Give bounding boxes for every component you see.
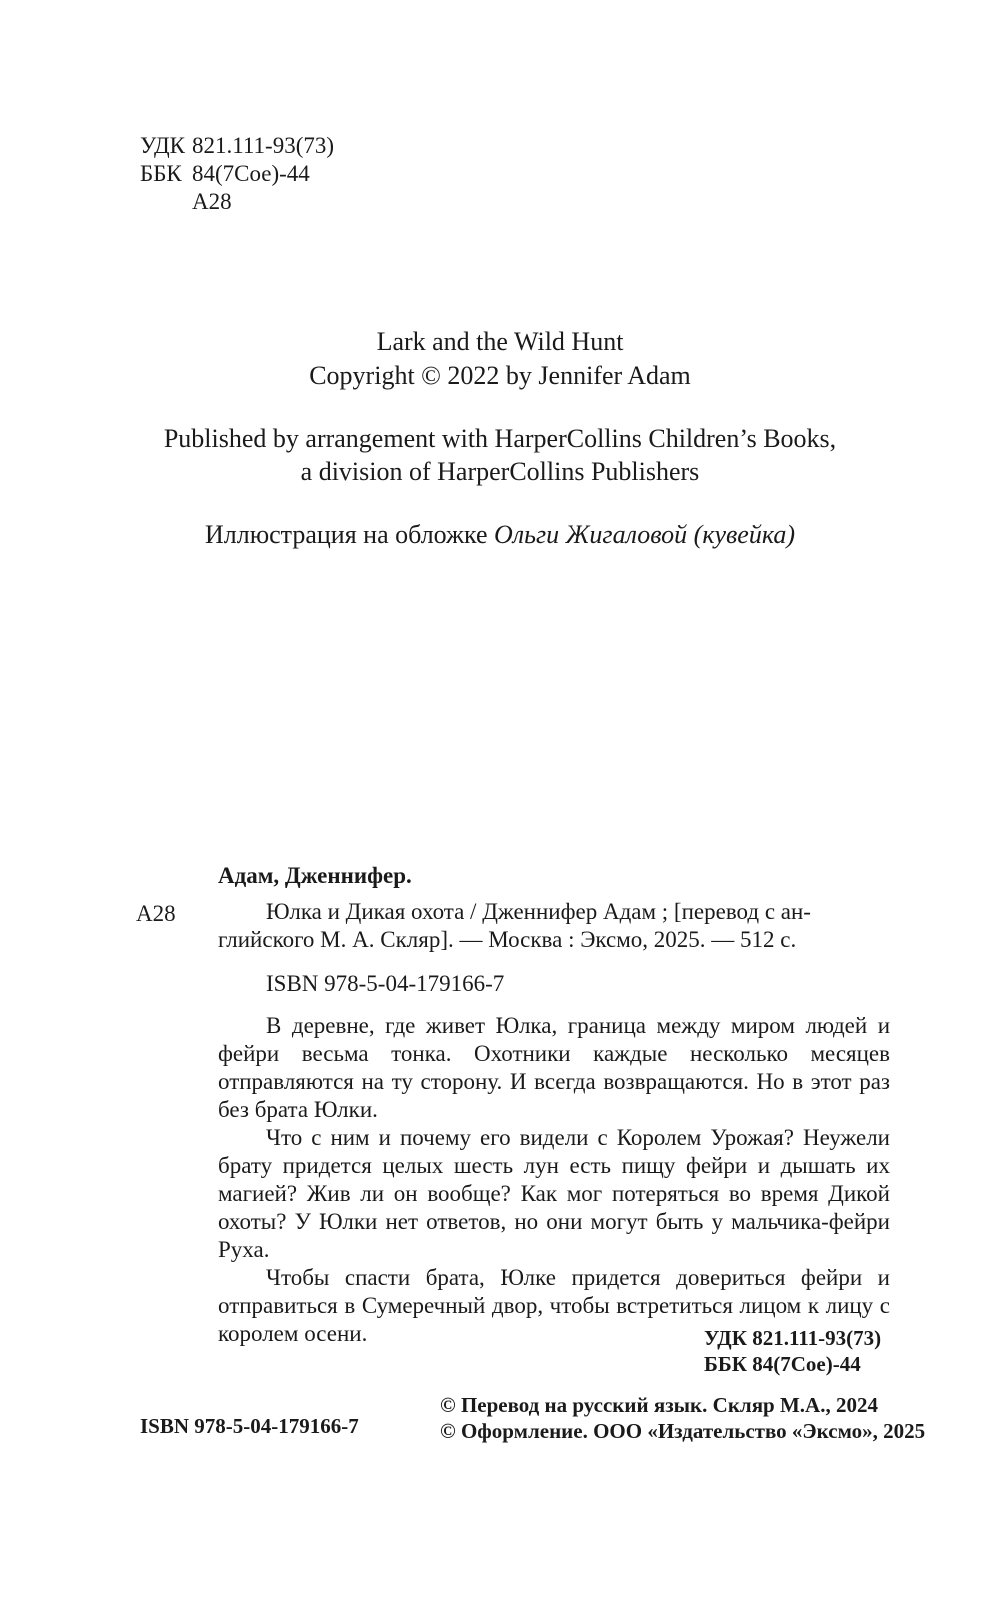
card-bib-line-2: глийского М. А. Скляр]. — Москва : Эксмо, 2025. — 512 с. xyxy=(218,927,797,952)
top-author-mark-row xyxy=(140,188,334,216)
card-isbn: ISBN 978-5-04-179166-7 xyxy=(266,971,505,996)
annotation-paragraph: Чтобы спасти брата, Юлке придется довериться фейри и отправиться в Сумеречный двор, чтобы встретиться лицом к лицу с королем осени. xyxy=(218,1265,890,1346)
annotation-paragraph: В деревне, где живет Юлка, граница между миром людей и фейри весьма тонка. Охотники каждые несколько месяцев отправляются на ту сторону. И всегда возвращаются. Но в этот раз без брата Юлки. xyxy=(218,1013,890,1122)
top-udk-row xyxy=(140,132,334,160)
footer-copyright-design: © Оформление. ООО «Издательство «Эксмо», 2025 xyxy=(440,1419,926,1443)
top-udk-label: УДК xyxy=(140,133,185,158)
top-classification xyxy=(140,132,334,216)
top-author-mark: А28 xyxy=(192,189,232,214)
top-bbk-value: 84(7Сое)-44 xyxy=(192,161,310,186)
card-udk: УДК 821.111-93(73) xyxy=(704,1326,882,1350)
published-line-1: Published by arrangement with HarperCollins Children’s Books, xyxy=(163,424,837,453)
original-title: Lark and the Wild Hunt xyxy=(376,327,624,356)
published-line-2: a division of HarperCollins Publishers xyxy=(300,457,700,486)
card-author-mark: А28 xyxy=(136,901,176,926)
card-bbk: ББК 84(7Сое)-44 xyxy=(704,1352,861,1376)
footer-copyright-translation: © Перевод на русский язык. Скляр М.А., 2024 xyxy=(440,1393,878,1417)
footer-isbn: ISBN 978-5-04-179166-7 xyxy=(140,1414,359,1438)
card-bib-line-1: Юлка и Дикая охота / Дженнифер Адам ; [перевод с ан- xyxy=(266,899,811,924)
illustration-credit xyxy=(0,518,1000,552)
illustration-artist: Ольги Жигаловой (кувейка) xyxy=(494,520,796,549)
annotation-paragraph: Что с ним и почему его видели с Королем Урожая? Неужели брату придется целых шесть лун есть пищу фейри и дышать их магией? Жив ли он вообще? Как мог потеряться во время Дикой охоты? У Юлки нет ответов, но они могут быть у мальчика-фейри Руха. xyxy=(218,1125,890,1262)
top-bbk-row xyxy=(140,160,334,188)
card-author: Адам, Дженнифер. xyxy=(218,863,412,888)
top-bbk-label: ББК xyxy=(140,161,182,186)
original-copyright: Copyright © 2022 by Jennifer Adam xyxy=(309,361,691,390)
top-udk-value: 821.111-93(73) xyxy=(192,133,335,158)
illustration-prefix: Иллюстрация на обложке xyxy=(204,520,488,549)
card-annotation xyxy=(218,1012,890,1348)
